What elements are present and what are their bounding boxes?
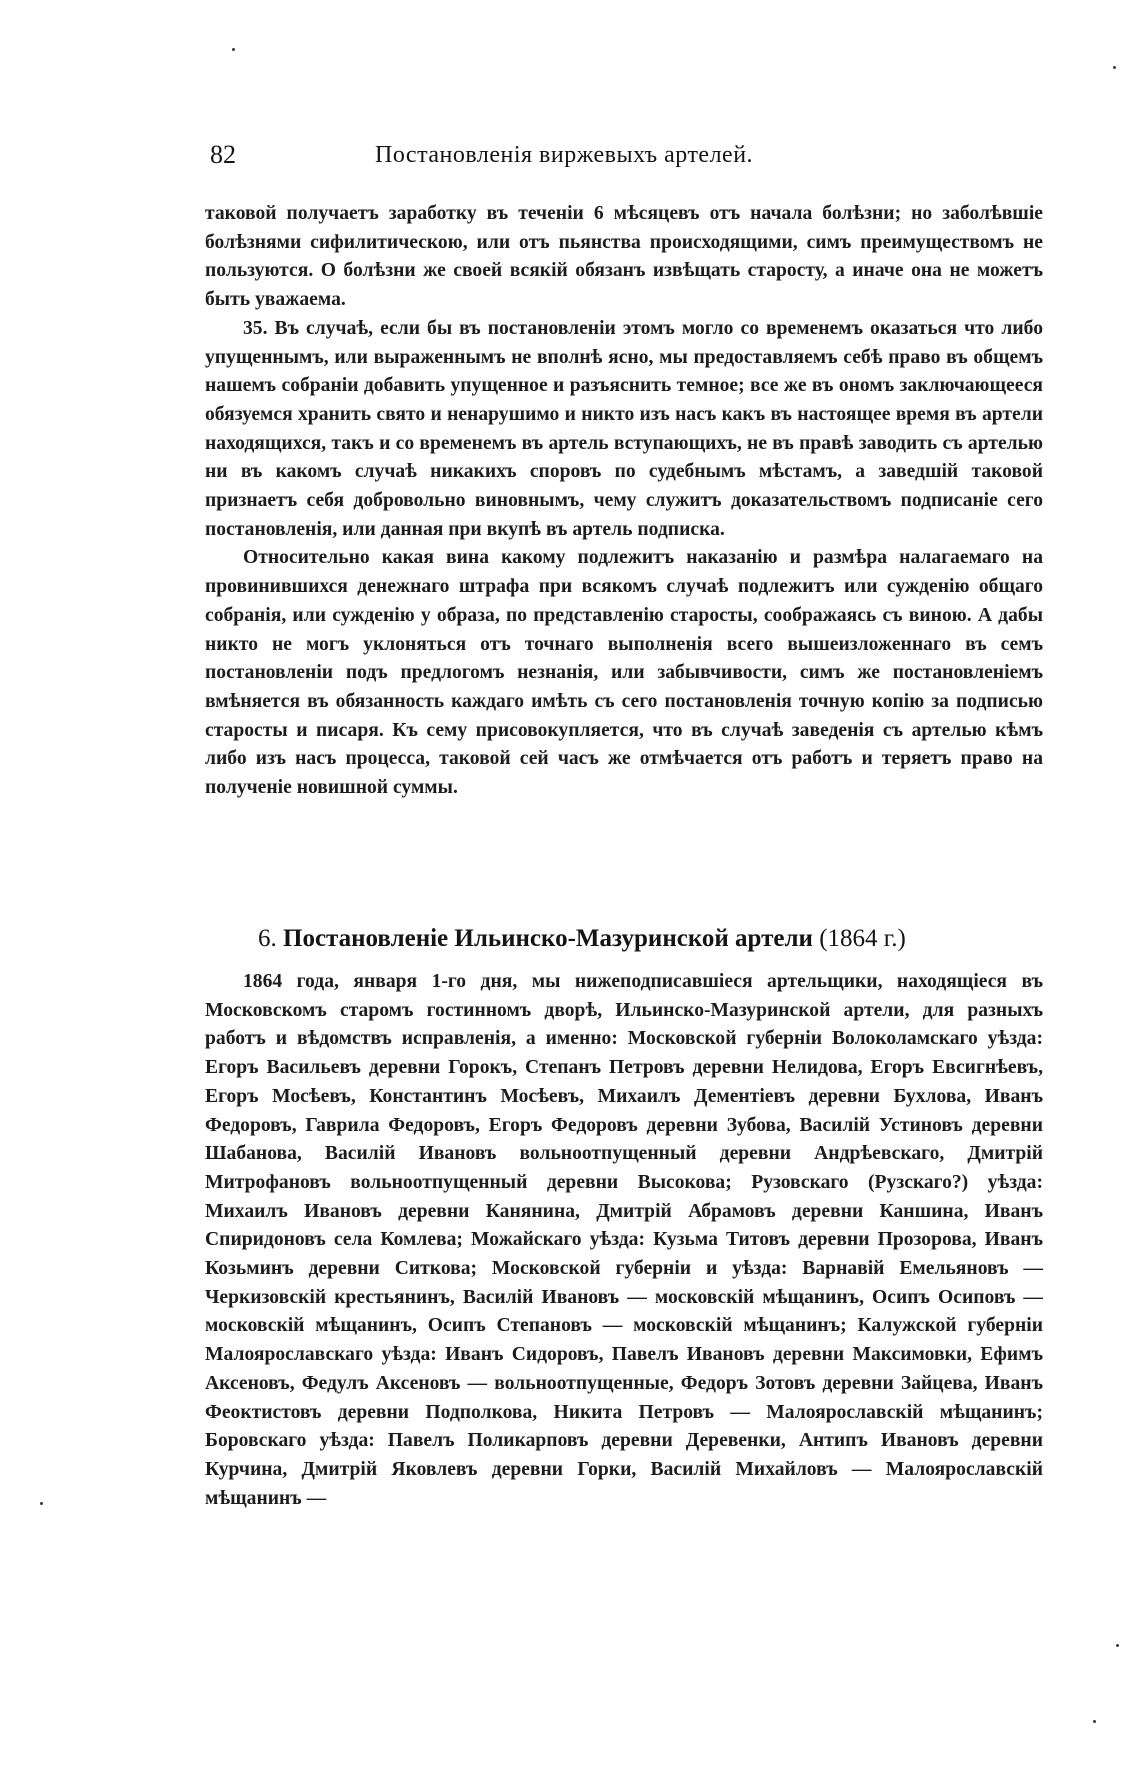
paragraph-penalties: Относительно какая вина какому подлежитъ наказанію и размѣра налагаемаго на провинившихся денежнаго штрафа при всякомъ случаѣ подлежитъ или сужденію общаго собранія, или сужденію у образа, по представленію старосты, соображаясь съ виною. А дабы никто не могъ уклоняться отъ точнаго выполненія всего вышеизложеннаго въ семъ постановленіи подъ предлогомъ незнанія, или забывчивости, симъ же постановленіемъ вмѣняется въ обязанность каждаго имѣть съ сего постановленія точную копію за подписью старосты и писаря. Къ сему присовокупляется, что въ случаѣ заведенія съ артелью кѣмъ либо изъ насъ процесса, таковой сей часъ же отмѣчается отъ работъ и теряетъ право на полученіе новишной суммы. <box>205 547 1043 799</box>
section-title: Постановленіе Ильинско-Мазуринской артели <box>283 925 813 952</box>
page-header <box>210 140 1050 180</box>
paragraph-continuation: таковой получаетъ заработку въ теченіи 6 мѣсяцевъ отъ начала болѣзни; но заболѣвшіе болѣзнями сифилитическою, или отъ пьянства происходящими, симъ преимуществомъ не пользуются. О болѣзни же своей всякій обязанъ извѣщать старосту, а иначе она не можетъ быть уважаема. <box>205 203 1043 311</box>
bottom-text-block <box>205 968 1043 1513</box>
top-text-block <box>205 200 1043 803</box>
paragraph-member-list: 1864 года, января 1-го дня, мы нижеподписавшіеся артельщики, находящіеся въ Московскомъ старомъ гостинномъ дворѣ, Ильинско-Мазуринской артели, для разныхъ работъ и вѣдомствъ исправленія, а именно: Московской губерніи Волоколамскаго уѣзда: Егоръ Васильевъ деревни Горокъ, Степанъ Петровъ деревни Нелидова, Егоръ Евсигнѣевъ, Егоръ Мосѣевъ, Константинъ Мосѣевъ, Михаилъ Дементіевъ деревни Бухлова, Иванъ Федоровъ, Гаврила Федоровъ, Егоръ Федоровъ деревни Зубова, Василій Устиновъ деревни Шабанова, Василій Ивановъ вольноотпущенный деревни Андрѣевскаго, Дмитрій Митрофановъ вольноотпущенный деревни Высокова; Рузовскаго (Рузскаго?) уѣзда: Михаилъ Ивановъ деревни Канянина, Дмитрій Абрамовъ деревни Каншина, Иванъ Спиридоновъ села Комлева; Можайскаго уѣзда: Кузьма Титовъ деревни Прозорова, Иванъ Козьминъ деревни Ситкова; Московской губерніи и уѣзда: Варнавій Емельяновъ — Черкизовскій крестьянинъ, Василій Ивановъ — московскій мѣщанинъ, Осипъ Осиповъ — московскій мѣщанинъ, Осипъ Степановъ — московскій мѣщанинъ; Калужской губерніи Малоярославскаго уѣзда: Иванъ Сидоровъ, Павелъ Ивановъ деревни Максимовки, Ефимъ Аксеновъ, Федулъ Аксеновъ — вольноотпущенные, Федоръ Зотовъ деревни Зайцева, Иванъ Феоктистовъ деревни Подполкова, Никита Петровъ — Малоярославскій мѣщанинъ; Боровскаго уѣзда: Павелъ Поликарповъ деревни Деревенки, Антипъ Ивановъ деревни Курчина, Дмитрій Яковлевъ деревни Горки, Василій Михайловъ — Малоярославскій мѣщанинъ — <box>205 971 1043 1509</box>
scan-speck <box>1093 1720 1096 1723</box>
paragraph-article-35: 35. Въ случаѣ, если бы въ постановленіи этомъ могло со временемъ оказаться что либо упущеннымъ, или выраженнымъ не вполнѣ ясно, мы предоставляемъ себѣ право въ общемъ нашемъ собраніи добавить упущенное и разъяснить темное; все же въ ономъ заключающееся обязуемся хранить свято и ненарушимо и никто изъ насъ какъ въ настоящее время въ артели находящихся, такъ и со временемъ въ артель вступающихъ, не въ правѣ заводить съ артелью ни въ какомъ случаѣ никакихъ споровъ по судебнымъ мѣстамъ, а заведшій таковой признаетъ себя добровольно виновнымъ, чему служитъ доказательствомъ подписаніе сего постановленія, или данная при вкупѣ въ артель подписка. <box>205 317 1043 540</box>
page-number: 82 <box>210 140 236 169</box>
scan-speck <box>1113 66 1116 69</box>
scan-speck <box>232 48 235 51</box>
section-number: 6. <box>258 925 277 952</box>
scan-speck <box>1116 1644 1119 1647</box>
scan-speck <box>40 1502 43 1505</box>
section-heading <box>258 925 1018 953</box>
running-title: Постановленія виржевыхъ артелей. <box>375 142 754 168</box>
section-year: (1864 г.) <box>819 925 906 952</box>
